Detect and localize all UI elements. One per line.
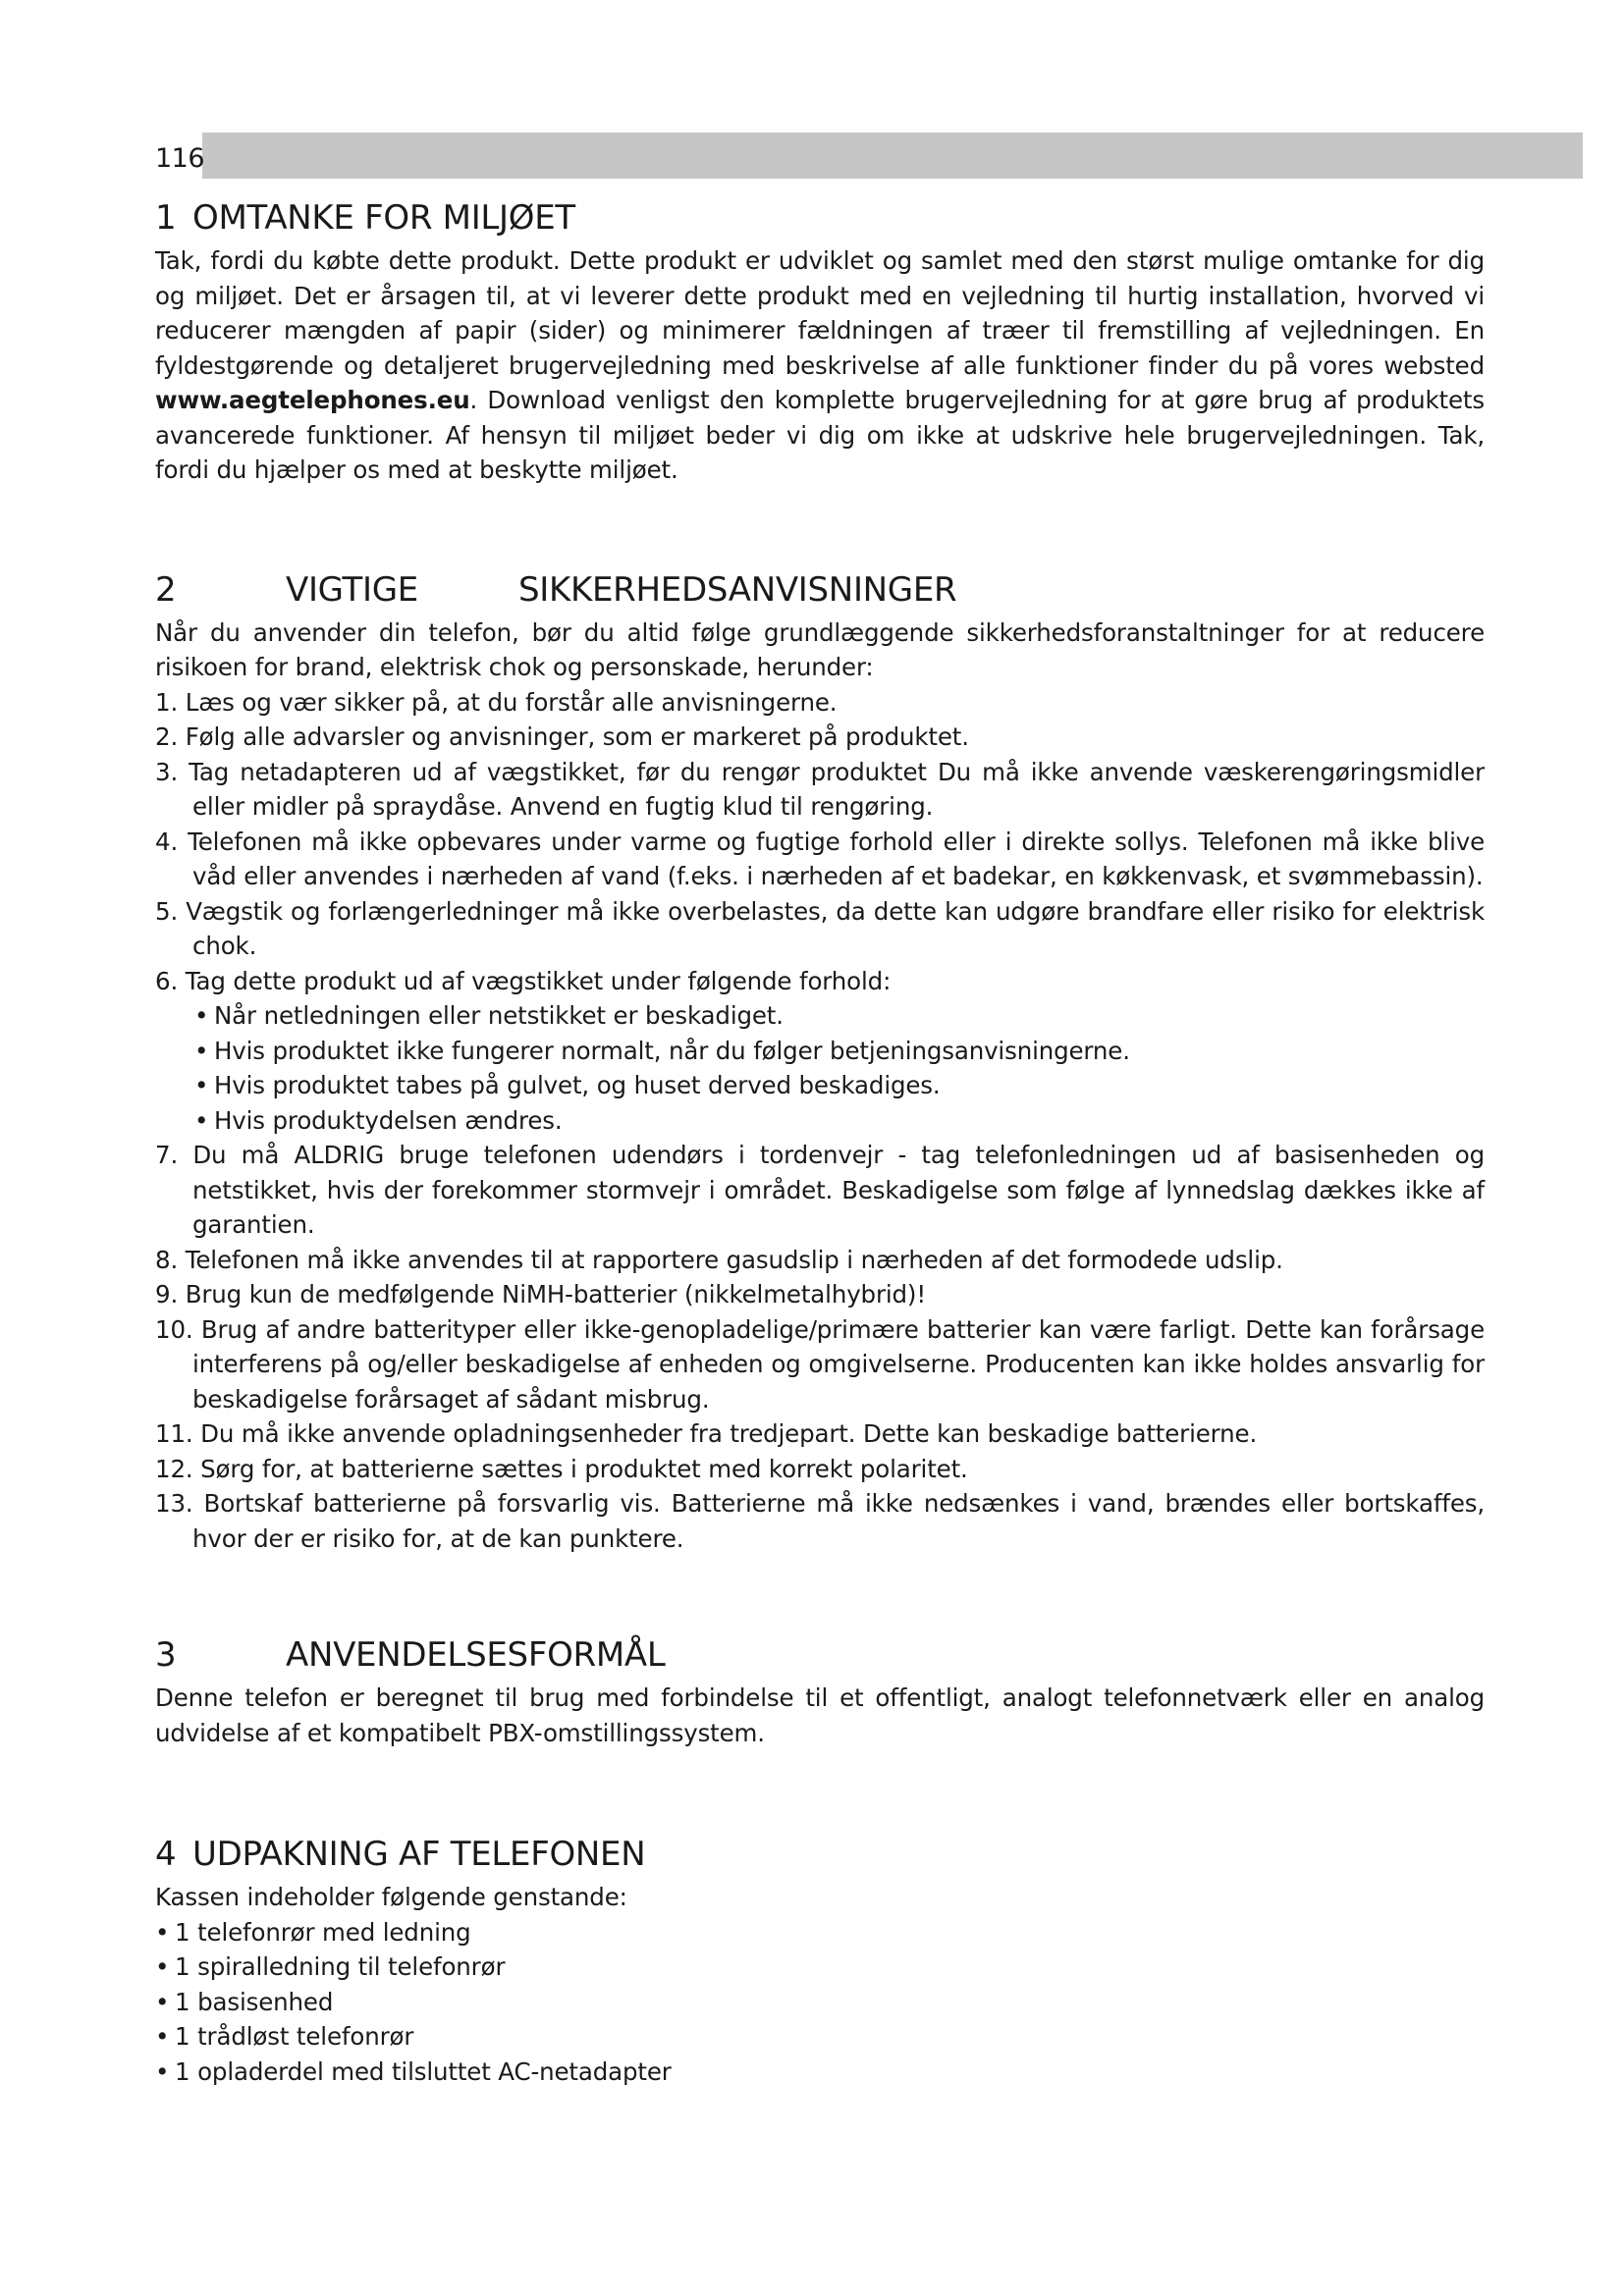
section-title-part2: SIKKERHEDSANVISNINGER — [518, 569, 957, 610]
website-link: www.aegtelephones.eu — [155, 386, 470, 414]
paragraph: Når du anvender din telefon, bør du altid følge grundlæggende sikkerhedsforanstaltninger for at reducere risikoen for brand, elektrisk chok og personskade, herunder: — [155, 617, 1485, 681]
paragraph: Kassen indeholder følgende genstande: — [155, 1883, 627, 1911]
list-item: 11. Du må ikke anvende opladningsenheder fra tredjepart. Dette kan beskadige batterierne. — [155, 1419, 1258, 1448]
section-title: OMTANKE FOR MILJØET — [192, 198, 575, 238]
sub-list-item: • Når netledningen eller netstikket er beskadiget. — [194, 998, 1485, 1034]
list-item: 13. Bortskaf batterierne på forsvarlig vis. Batterierne må ikke nedsænkes i vand, brændes eller bortskaffes, hvor der er risiko for, at de kan punktere. — [155, 1489, 1485, 1553]
section-heading — [155, 192, 1485, 243]
section-intended-use — [155, 1629, 1485, 1750]
list-item: • 1 spiralledning til telefonrør — [155, 1949, 1485, 1985]
safety-list — [155, 685, 1485, 1557]
section-safety — [155, 564, 1485, 1557]
list-item: 4. Telefonen må ikke opbevares under varme og fugtige forhold eller i direkte sollys. Telefonen må ikke blive våd eller anvendes i nærheden af vand (f.eks. i nærheden af et badekar, en køkkenvask, et svømmebassin). — [155, 827, 1485, 890]
sub-list-item: • Hvis produktydelsen ændres. — [194, 1103, 1485, 1139]
list-item: 3. Tag netadapteren ud af vægstikket, før du rengør produktet Du må ikke anvende væskerengøringsmidler eller midler på spraydåse. Anvend en fugtig klud til rengøring. — [155, 757, 1485, 821]
paragraph — [155, 243, 1485, 488]
list-item: 9. Brug kun de medfølgende NiMH-batterier (nikkelmetalhybrid)! — [155, 1280, 927, 1308]
list-item: 8. Telefonen må ikke anvendes til at rapportere gasudslip i nærheden af det formodede udslip. — [155, 1245, 1283, 1274]
page-header-bar — [155, 133, 1583, 179]
list-item-text: 6. Tag dette produkt ud af vægstikket under følgende forhold: — [155, 966, 892, 995]
paragraph-text: . Download venligst den komplette brugervejledning for at gøre brug af produktets avancerede funktioner. Af hensyn til miljøet beder vi dig om ikke at udskrive hele brugervejledningen. Tak, fordi du hjælper os med at beskytte miljøet. — [155, 386, 1485, 484]
section-title-part1: VIGTIGE — [286, 569, 418, 610]
section-environment — [155, 192, 1485, 488]
paragraph: Denne telefon er beregnet til brug med forbindelse til et offentligt, analogt telefonnetværk eller en analog udvidelse af et kompatibelt PBX-omstillingssystem. — [155, 1683, 1485, 1747]
section-number: 2 — [155, 569, 177, 610]
section-heading — [155, 1829, 1485, 1880]
sub-list — [192, 998, 1485, 1138]
list-item: 7. Du må ALDRIG bruge telefonen udendørs i tordenvejr - tag telefonledningen ud af basisenheden og netstikket, hvis der forekommer stormvejr i området. Beskadigelse som følge af lynnedslag dækkes ikke af garantien. — [155, 1141, 1485, 1239]
section-number: 1 — [155, 198, 177, 238]
page-number: 116 — [155, 133, 202, 179]
section-number: 4 — [155, 1835, 177, 1874]
list-item: 5. Vægstik og forlængerledninger må ikke overbelastes, da dette kan udgøre brandfare eller risiko for elektrisk chok. — [155, 896, 1485, 960]
package-contents-list — [155, 1915, 1485, 2090]
list-item: • 1 trådløst telefonrør — [155, 2019, 1485, 2055]
document-body — [155, 192, 1485, 2089]
list-item: • 1 telefonrør med ledning — [155, 1915, 1485, 1950]
section-number: 3 — [155, 1635, 177, 1675]
list-item-with-subitems — [155, 964, 1485, 1139]
sub-list-item: • Hvis produktet ikke fungerer normalt, når du følger betjeningsanvisningerne. — [194, 1034, 1485, 1069]
list-item: 12. Sørg for, at batterierne sættes i produktet med korrekt polaritet. — [155, 1454, 968, 1483]
paragraph-text: Tak, fordi du købte dette produkt. Dette produkt er udviklet og samlet med den størst mulige omtanke for dig og miljøet. Det er årsagen til, at vi leverer dette produkt med en vejledning til hurtig installation, hvorved vi reducerer mængden af papir (sider) og minimerer fældningen af træer til fremstilling af vejledningen. En fyldestgørende og detaljeret brugervejledning med beskrivelse af alle funktioner finder du på vores websted — [155, 246, 1485, 380]
sub-list-item: • Hvis produktet tabes på gulvet, og huset derved beskadiges. — [194, 1068, 1485, 1103]
list-item: 1. Læs og vær sikker på, at du forstår alle anvisningerne. — [155, 687, 838, 717]
section-heading — [155, 1629, 1485, 1681]
list-item: 10. Brug af andre batterityper eller ikke-genopladelige/primære batterier kan være farligt. Dette kan forårsage interferens på og/eller beskadigelse af enheden og omgivelserne. Producenten kan ikke holdes ansvarlig for beskadigelse forårsaget af sådant misbrug. — [155, 1314, 1485, 1414]
list-item: • 1 opladerdel med tilsluttet AC-netadapter — [155, 2055, 1485, 2090]
list-item: 2. Følg alle advarsler og anvisninger, som er markeret på produktet. — [155, 722, 969, 751]
section-title: UDPAKNING AF TELEFONEN — [192, 1835, 646, 1874]
list-item: • 1 basisenhed — [155, 1985, 1485, 2020]
section-unpacking — [155, 1829, 1485, 2089]
section-heading — [155, 564, 1485, 615]
section-title: ANVENDELSESFORMÅL — [286, 1635, 666, 1675]
